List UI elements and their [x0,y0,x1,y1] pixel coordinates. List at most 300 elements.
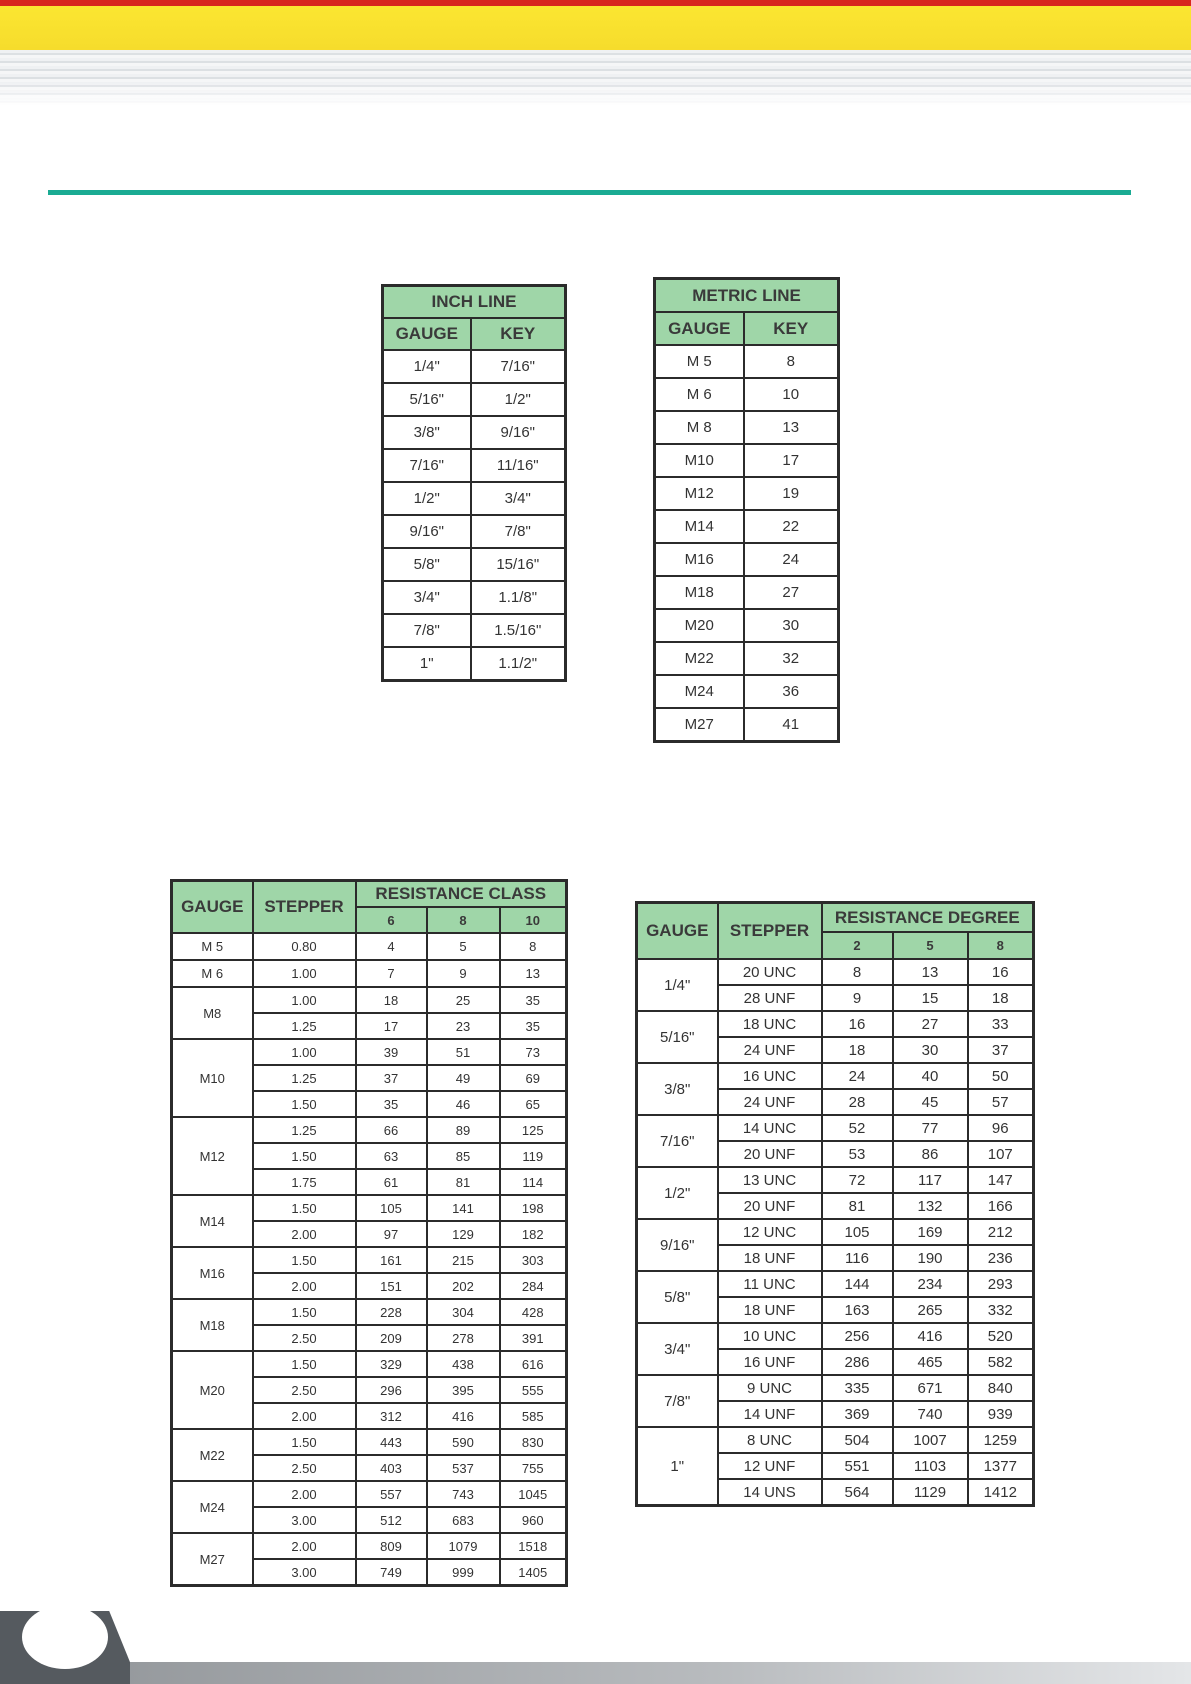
table-row [172,1247,567,1273]
gauge-cell: 7/8" [637,1375,718,1427]
table-row [172,1429,567,1455]
table-row [637,1375,1034,1401]
value-cell: 35 [500,987,567,1013]
stepper-cell: 10 UNC [718,1323,822,1349]
stepper-cell: 3.00 [253,1559,356,1586]
stepper-cell: 16 UNF [718,1349,822,1375]
value-cell: 1518 [500,1533,567,1559]
table-row [172,987,567,1013]
value-cell: 755 [500,1455,567,1481]
table-row [383,482,566,515]
table-row [655,543,839,576]
gauge-cell: M12 [655,477,744,510]
gauge-cell: M16 [172,1247,253,1299]
value-cell: 163 [822,1297,893,1323]
header-grey-stripes [0,50,1191,106]
gauge-cell: M 6 [172,960,253,987]
value-cell: 96 [968,1115,1034,1141]
value-cell: 77 [893,1115,968,1141]
value-cell: 18 [968,985,1034,1011]
value-cell: 45 [893,1089,968,1115]
value-cell: 30 [893,1037,968,1063]
metric-gauge-header: GAUGE [655,312,744,345]
value-cell: 25 [427,987,500,1013]
value-cell: 228 [356,1299,427,1325]
table-row [383,548,566,581]
table-row [383,614,566,647]
value-cell: 35 [500,1013,567,1039]
value-cell: 169 [893,1219,968,1245]
gauge-cell: M18 [172,1299,253,1351]
key-cell: 30 [744,609,839,642]
value-cell: 117 [893,1167,968,1193]
gauge-cell: 5/16" [383,383,471,416]
key-cell: 13 [744,411,839,444]
value-cell: 585 [500,1403,567,1429]
stepper-cell: 18 UNF [718,1297,822,1323]
table-row [655,345,839,378]
gauge-cell: 3/4" [383,581,471,614]
table-row [655,411,839,444]
value-cell: 391 [500,1325,567,1351]
value-cell: 129 [427,1221,500,1247]
table-row [383,350,566,383]
gauge-cell: M 8 [655,411,744,444]
stepper-cell: 2.50 [253,1325,356,1351]
value-cell: 151 [356,1273,427,1299]
value-cell: 39 [356,1039,427,1065]
resistance-class-table [170,879,568,1587]
key-cell: 15/16" [471,548,566,581]
value-cell: 749 [356,1559,427,1586]
stepper-cell: 1.50 [253,1247,356,1273]
table-row [637,1427,1034,1453]
value-cell: 8 [822,959,893,985]
table-row [383,383,566,416]
gauge-cell: 5/8" [383,548,471,581]
stepper-cell: 1.50 [253,1429,356,1455]
table-row [637,1115,1034,1141]
key-cell: 11/16" [471,449,566,482]
value-cell: 395 [427,1377,500,1403]
value-cell: 683 [427,1507,500,1533]
value-cell: 335 [822,1375,893,1401]
gauge-cell: 1" [383,647,471,681]
value-cell: 81 [427,1169,500,1195]
value-cell: 9 [822,985,893,1011]
stepper-cell: 1.25 [253,1065,356,1091]
stepper-cell: 1.50 [253,1195,356,1221]
table-row [655,378,839,411]
key-cell: 1/2" [471,383,566,416]
stepper-cell: 2.00 [253,1481,356,1507]
value-cell: 582 [968,1349,1034,1375]
stepper-cell: 1.25 [253,1013,356,1039]
gauge-cell: 7/8" [383,614,471,647]
value-cell: 116 [822,1245,893,1271]
stepper-cell: 11 UNC [718,1271,822,1297]
table-row [637,1219,1034,1245]
table-row [172,1481,567,1507]
gauge-cell: 1/2" [637,1167,718,1219]
stepper-cell: 14 UNF [718,1401,822,1427]
gauge-cell: 3/4" [637,1323,718,1375]
stepper-cell: 1.00 [253,987,356,1013]
value-cell: 286 [822,1349,893,1375]
value-cell: 61 [356,1169,427,1195]
table-row [383,647,566,681]
value-cell: 212 [968,1219,1034,1245]
value-cell: 1007 [893,1427,968,1453]
key-cell: 27 [744,576,839,609]
value-cell: 809 [356,1533,427,1559]
table-row [655,477,839,510]
gauge-cell: 3/8" [383,416,471,449]
key-cell: 9/16" [471,416,566,449]
metric-line-table [653,277,840,743]
stepper-cell: 1.25 [253,1117,356,1143]
gauge-cell: 9/16" [637,1219,718,1271]
value-cell: 504 [822,1427,893,1453]
value-cell: 144 [822,1271,893,1297]
value-cell: 65 [500,1091,567,1117]
value-cell: 49 [427,1065,500,1091]
class-col-10-header: 10 [500,907,567,933]
stepper-cell: 1.00 [253,1039,356,1065]
value-cell: 555 [500,1377,567,1403]
stepper-cell: 2.00 [253,1273,356,1299]
value-cell: 284 [500,1273,567,1299]
gauge-cell: M8 [172,987,253,1039]
gauge-cell: 1/4" [383,350,471,383]
gauge-cell: M20 [172,1351,253,1429]
value-cell: 23 [427,1013,500,1039]
key-cell: 8 [744,345,839,378]
value-cell: 293 [968,1271,1034,1297]
value-cell: 16 [822,1011,893,1037]
value-cell: 13 [893,959,968,985]
value-cell: 141 [427,1195,500,1221]
gauge-cell: M14 [172,1195,253,1247]
key-cell: 41 [744,708,839,742]
resistance-degree-table [635,901,1035,1507]
value-cell: 85 [427,1143,500,1169]
metric-table-body [655,345,839,742]
inch-table-title: INCH LINE [383,286,566,319]
inch-line-table [381,284,567,682]
stepper-cell: 14 UNS [718,1479,822,1506]
stepper-cell: 1.50 [253,1299,356,1325]
value-cell: 234 [893,1271,968,1297]
stepper-cell: 3.00 [253,1507,356,1533]
value-cell: 1103 [893,1453,968,1479]
key-cell: 24 [744,543,839,576]
value-cell: 161 [356,1247,427,1273]
value-cell: 7 [356,960,427,987]
value-cell: 329 [356,1351,427,1377]
stepper-cell: 1.50 [253,1091,356,1117]
table-row [637,1063,1034,1089]
value-cell: 1045 [500,1481,567,1507]
resistance-degree-body [637,959,1034,1506]
section-divider [48,190,1131,195]
value-cell: 46 [427,1091,500,1117]
value-cell: 40 [893,1063,968,1089]
table-row [655,576,839,609]
degree-col-5-header: 5 [893,932,968,959]
stepper-cell: 2.00 [253,1533,356,1559]
value-cell: 999 [427,1559,500,1586]
table-row [172,1195,567,1221]
gauge-cell: 5/16" [637,1011,718,1063]
value-cell: 51 [427,1039,500,1065]
gauge-cell: M 5 [172,933,253,960]
value-cell: 81 [822,1193,893,1219]
value-cell: 416 [427,1403,500,1429]
gauge-cell: M12 [172,1117,253,1195]
gauge-cell: M 5 [655,345,744,378]
value-cell: 119 [500,1143,567,1169]
value-cell: 57 [968,1089,1034,1115]
value-cell: 33 [968,1011,1034,1037]
stepper-cell: 13 UNC [718,1167,822,1193]
gauge-cell: M 6 [655,378,744,411]
value-cell: 18 [356,987,427,1013]
value-cell: 840 [968,1375,1034,1401]
gauge-cell: M10 [172,1039,253,1117]
table-row [172,933,567,960]
value-cell: 89 [427,1117,500,1143]
stepper-cell: 12 UNC [718,1219,822,1245]
table-row [172,960,567,987]
inch-table-body [383,350,566,681]
stepper-cell: 1.75 [253,1169,356,1195]
value-cell: 69 [500,1065,567,1091]
stepper-cell: 2.00 [253,1403,356,1429]
value-cell: 24 [822,1063,893,1089]
value-cell: 215 [427,1247,500,1273]
table-row [655,609,839,642]
table-row [637,959,1034,985]
resistance-class-body [172,933,567,1586]
value-cell: 27 [893,1011,968,1037]
table-row [383,581,566,614]
gauge-cell: M10 [655,444,744,477]
stepper-cell: 14 UNC [718,1115,822,1141]
value-cell: 960 [500,1507,567,1533]
stepper-cell: 2.00 [253,1221,356,1247]
key-cell: 7/8" [471,515,566,548]
value-cell: 1405 [500,1559,567,1586]
table-row [637,1323,1034,1349]
value-cell: 1129 [893,1479,968,1506]
stepper-cell: 0.80 [253,933,356,960]
stepper-cell: 1.50 [253,1351,356,1377]
value-cell: 428 [500,1299,567,1325]
value-cell: 97 [356,1221,427,1247]
key-cell: 1.5/16" [471,614,566,647]
value-cell: 671 [893,1375,968,1401]
stepper-cell: 8 UNC [718,1427,822,1453]
value-cell: 4 [356,933,427,960]
value-cell: 18 [822,1037,893,1063]
key-cell: 22 [744,510,839,543]
class-col-6-header: 6 [356,907,427,933]
value-cell: 73 [500,1039,567,1065]
value-cell: 256 [822,1323,893,1349]
degree-col-2-header: 2 [822,932,893,959]
value-cell: 443 [356,1429,427,1455]
value-cell: 939 [968,1401,1034,1427]
table-row [655,642,839,675]
value-cell: 209 [356,1325,427,1351]
class-stepper-header: STEPPER [253,881,356,934]
table-row [655,708,839,742]
value-cell: 28 [822,1089,893,1115]
value-cell: 35 [356,1091,427,1117]
table-row [172,1351,567,1377]
stepper-cell: 1.00 [253,960,356,987]
value-cell: 63 [356,1143,427,1169]
class-col-8-header: 8 [427,907,500,933]
gauge-cell: 3/8" [637,1063,718,1115]
gauge-cell: M20 [655,609,744,642]
table-row [172,1533,567,1559]
stepper-cell: 12 UNF [718,1453,822,1479]
table-row [383,515,566,548]
value-cell: 1377 [968,1453,1034,1479]
value-cell: 190 [893,1245,968,1271]
stepper-cell: 16 UNC [718,1063,822,1089]
degree-stepper-header: STEPPER [718,903,822,960]
gauge-cell: 9/16" [383,515,471,548]
footer-grey-bar [0,1662,1191,1684]
value-cell: 9 [427,960,500,987]
value-cell: 132 [893,1193,968,1219]
value-cell: 13 [500,960,567,987]
value-cell: 743 [427,1481,500,1507]
value-cell: 438 [427,1351,500,1377]
table-row [172,1299,567,1325]
gauge-cell: M18 [655,576,744,609]
value-cell: 236 [968,1245,1034,1271]
value-cell: 37 [356,1065,427,1091]
stepper-cell: 1.50 [253,1143,356,1169]
stepper-cell: 24 UNF [718,1089,822,1115]
gauge-cell: M14 [655,510,744,543]
value-cell: 182 [500,1221,567,1247]
value-cell: 16 [968,959,1034,985]
degree-gauge-header: GAUGE [637,903,718,960]
value-cell: 403 [356,1455,427,1481]
value-cell: 830 [500,1429,567,1455]
stepper-cell: 9 UNC [718,1375,822,1401]
stepper-cell: 2.50 [253,1377,356,1403]
value-cell: 53 [822,1141,893,1167]
stepper-cell: 18 UNF [718,1245,822,1271]
metric-key-header: KEY [744,312,839,345]
value-cell: 590 [427,1429,500,1455]
value-cell: 198 [500,1195,567,1221]
gauge-cell: M27 [172,1533,253,1586]
resistance-class-header: RESISTANCE CLASS [356,881,567,908]
key-cell: 10 [744,378,839,411]
table-row [637,1011,1034,1037]
gauge-cell: M22 [655,642,744,675]
value-cell: 1259 [968,1427,1034,1453]
stepper-cell: 20 UNF [718,1141,822,1167]
value-cell: 369 [822,1401,893,1427]
value-cell: 52 [822,1115,893,1141]
stepper-cell: 20 UNC [718,959,822,985]
value-cell: 86 [893,1141,968,1167]
value-cell: 107 [968,1141,1034,1167]
key-cell: 36 [744,675,839,708]
value-cell: 312 [356,1403,427,1429]
value-cell: 740 [893,1401,968,1427]
value-cell: 166 [968,1193,1034,1219]
inch-gauge-header: GAUGE [383,318,471,350]
table-row [655,510,839,543]
table-row [655,675,839,708]
value-cell: 72 [822,1167,893,1193]
key-cell: 32 [744,642,839,675]
degree-col-8-header: 8 [968,932,1034,959]
gauge-cell: 7/16" [383,449,471,482]
value-cell: 66 [356,1117,427,1143]
value-cell: 303 [500,1247,567,1273]
class-gauge-header: GAUGE [172,881,253,934]
value-cell: 17 [356,1013,427,1039]
value-cell: 37 [968,1037,1034,1063]
value-cell: 557 [356,1481,427,1507]
gauge-cell: M24 [655,675,744,708]
value-cell: 5 [427,933,500,960]
value-cell: 8 [500,933,567,960]
gauge-cell: 1/2" [383,482,471,515]
value-cell: 147 [968,1167,1034,1193]
value-cell: 105 [822,1219,893,1245]
table-row [655,444,839,477]
value-cell: 202 [427,1273,500,1299]
table-row [383,416,566,449]
value-cell: 15 [893,985,968,1011]
value-cell: 105 [356,1195,427,1221]
gauge-cell: 1" [637,1427,718,1506]
value-cell: 265 [893,1297,968,1323]
key-cell: 17 [744,444,839,477]
header-yellow-band [0,6,1191,50]
gauge-cell: M22 [172,1429,253,1481]
value-cell: 50 [968,1063,1034,1089]
gauge-cell: M24 [172,1481,253,1533]
table-row [172,1039,567,1065]
value-cell: 125 [500,1117,567,1143]
gauge-cell: 7/16" [637,1115,718,1167]
table-row [172,1117,567,1143]
gauge-cell: 1/4" [637,959,718,1011]
value-cell: 332 [968,1297,1034,1323]
value-cell: 278 [427,1325,500,1351]
value-cell: 520 [968,1323,1034,1349]
resistance-degree-header: RESISTANCE DEGREE [822,903,1034,933]
value-cell: 304 [427,1299,500,1325]
value-cell: 296 [356,1377,427,1403]
key-cell: 3/4" [471,482,566,515]
stepper-cell: 18 UNC [718,1011,822,1037]
value-cell: 616 [500,1351,567,1377]
stepper-cell: 2.50 [253,1455,356,1481]
